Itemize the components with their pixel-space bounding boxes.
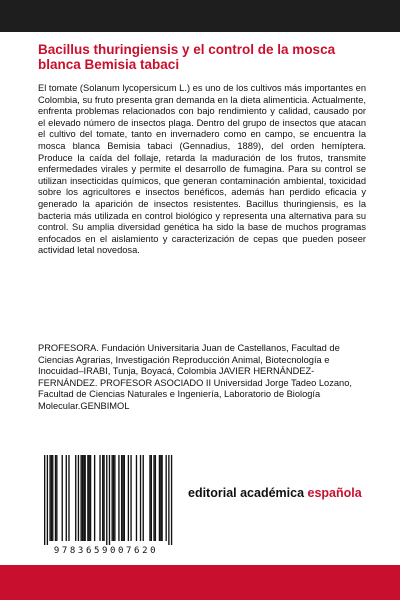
barcode-bar bbox=[122, 455, 123, 541]
barcode-bar bbox=[112, 455, 113, 541]
barcode-bar bbox=[161, 455, 162, 541]
barcode-bar bbox=[106, 455, 107, 545]
barcode-bar bbox=[155, 455, 156, 541]
barcode-bar bbox=[94, 455, 95, 541]
barcode-bar bbox=[124, 455, 125, 541]
barcode-bar bbox=[83, 455, 84, 541]
barcode-bar bbox=[78, 455, 79, 541]
barcode-bar bbox=[114, 455, 115, 541]
publisher-name-accent: española bbox=[307, 486, 362, 500]
barcode-bar bbox=[168, 455, 169, 545]
barcode-bar bbox=[151, 455, 152, 541]
barcode-bar bbox=[56, 455, 57, 541]
barcode-bar bbox=[149, 455, 150, 541]
barcode-bar bbox=[121, 455, 122, 541]
barcode-bar bbox=[89, 455, 90, 541]
isbn-barcode bbox=[38, 455, 174, 559]
barcode-bar bbox=[102, 455, 103, 541]
barcode-bar bbox=[171, 455, 172, 545]
barcode-bar bbox=[44, 455, 45, 545]
barcode-bar bbox=[49, 455, 50, 541]
publisher-name: editorial académica bbox=[188, 486, 308, 500]
barcode-bar bbox=[68, 455, 69, 541]
barcode-bar bbox=[62, 455, 63, 541]
barcode-bar bbox=[130, 455, 131, 541]
book-title: Bacillus thuringiensis y el control de la mosca blanca Bemisia tabaci bbox=[38, 42, 336, 72]
barcode-bar bbox=[153, 455, 154, 541]
barcode-bars bbox=[38, 455, 174, 545]
author-bio: PROFESORA. Fundación Universitaria Juan de Castellanos, Facultad de Ciencias Agrarias, Investigación Reproducción Animal, Biotecnología e Inocuidad–IRABI, Tunja, Boyacá, Colombia JAVIER HERNÁNDEZ-FERNÁNDEZ. PROFESOR ASOCIADO II Universidad Jorge Tadeo Lozano, Facultad de Ciencias Naturales e Ingeniería, Laboratorio de Biología Molecular.GENBIMOL bbox=[38, 343, 352, 411]
barcode-bar bbox=[113, 455, 114, 541]
barcode-bar bbox=[90, 455, 91, 541]
barcode-bar bbox=[103, 455, 104, 541]
barcode-bar bbox=[85, 455, 86, 541]
barcode-bar bbox=[118, 455, 119, 541]
barcode-bar bbox=[80, 455, 81, 541]
barcode-bar bbox=[47, 455, 48, 545]
bottom-color-band bbox=[0, 565, 400, 600]
isbn-number: 9783659007620 bbox=[53, 546, 159, 556]
barcode-bar bbox=[75, 455, 76, 541]
top-color-band bbox=[0, 0, 400, 32]
barcode-bar bbox=[109, 455, 110, 545]
barcode-bar bbox=[159, 455, 160, 541]
publisher-logo-text bbox=[188, 486, 362, 500]
book-description: El tomate (Solanum lycopersicum L.) es uno de los cultivos más importantes en Colombia, su fruto presenta gran demanda en la dieta alimenticia. Actualmente, enfrenta problemas relacionados con bajo rendimiento y calidad, causado por el elevado número de insectos plaga. Dentro del grupo de insectos que atacan el cultivo del tomate, tanto en invernadero como en campo, se encuentra la mosca blanca Bemisia tabaci (Gennadius, 1889), del orden hemíptera. Produce la caída del follaje, retarda la maduración de los frutos, transmite enfermedades virales y permite el desarrollo de fumagina. Para su control se utilizan insecticidas químicos, que generan contaminación ambiental, toxicidad sobre los agricultores e insectos benéficos, además han perdido eficacia y generado la aparición de insectos resistentes. Bacillus thuringiensis, es la bacteria más utilizada en control biológico y representa una alternativa para su control. Su amplia diversidad genética ha sido la base de muchos programas enfocados en el aislamiento y caracterización de cepas que pueden poseer actividad letal novedosa. bbox=[38, 83, 366, 256]
barcode-bar bbox=[128, 455, 129, 541]
barcode-bar bbox=[166, 455, 167, 541]
barcode-bar bbox=[51, 455, 52, 541]
barcode-bar bbox=[143, 455, 144, 541]
barcode-bar bbox=[87, 455, 88, 541]
barcode-bar bbox=[140, 455, 141, 541]
barcode-bar bbox=[82, 455, 83, 541]
barcode-bar bbox=[66, 455, 67, 541]
barcode-bar bbox=[55, 455, 56, 541]
barcode-bar bbox=[160, 455, 161, 541]
barcode-bar bbox=[99, 455, 100, 541]
barcode-bar bbox=[52, 455, 53, 541]
barcode-bar bbox=[136, 455, 137, 541]
